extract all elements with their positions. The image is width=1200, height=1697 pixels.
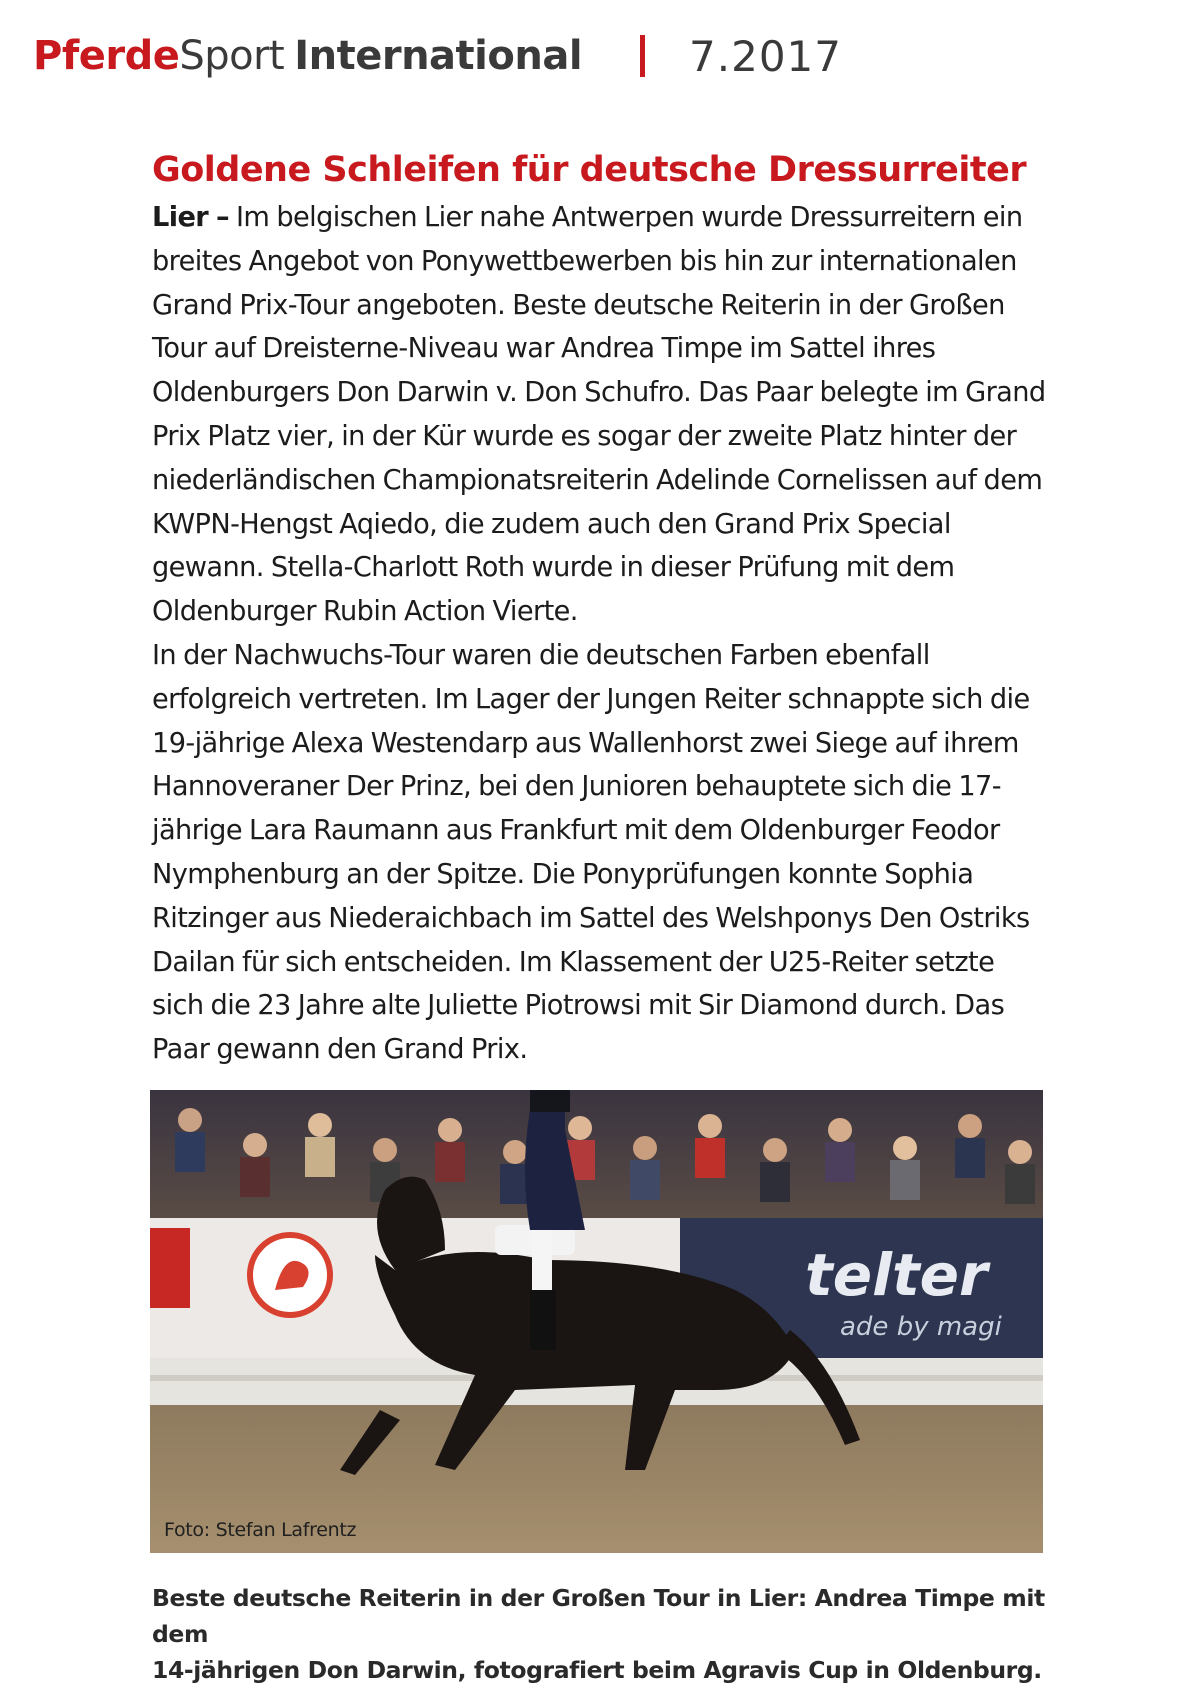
- paragraph-1-text: Im belgischen Lier nahe Antwerpen wurde Dressurreitern ein breites Angebot von Ponywettbewerben bis hin zur internationalen Grand Prix-Tour angeboten. Beste deutsche Reiterin in der Großen Tour auf Dreisterne-Niveau war Andrea Timpe im Sattel ihres Oldenburgers Don Darwin v. Don Schufro. Das Paar belegte im Grand Prix Platz vier, in der Kür wurde es sogar der zweite Platz hinter der niederländischen Championatsreiterin Adelinde Cornelissen auf dem KWPN-Hengst Aqiedo, die zudem auch den Grand Prix Special gewann. Stella-Charlott Roth wurde in dieser Prüfung mit dem Oldenburger Rubin Action Vierte.: [152, 202, 1046, 628]
- masthead: [33, 26, 842, 86]
- caption-line-1: Beste deutsche Reiterin in der Großen Tour in Lier: Andrea Timpe mit dem: [152, 1584, 1045, 1648]
- caption-line-2: 14-jährigen Don Darwin, fotografiert beim Agravis Cup in Oldenburg.: [152, 1656, 1042, 1684]
- dateline: Lier –: [152, 202, 229, 233]
- article-headline: Goldene Schleifen für deutsche Dressurreiter: [152, 150, 1027, 190]
- banner-logo-subtext: ade by magi: [840, 1312, 1002, 1342]
- article-paragraph-1: [152, 196, 1052, 634]
- brand-sport: Sport: [179, 33, 285, 79]
- article-body: [152, 196, 1052, 1072]
- banner-logo-text: telter: [805, 1241, 988, 1309]
- masthead-divider: [640, 35, 645, 77]
- brand-pferde: Pferde: [33, 33, 180, 79]
- dressage-photo-illustration: [150, 1090, 1043, 1553]
- article-paragraph-2: In der Nachwuchs-Tour waren die deutschen Farben ebenfall erfolgreich vertreten. Im Lager der Jungen Reiter schnappte sich die 19-jährige Alexa Westendarp aus Wallenhorst zwei Siege auf ihrem Hannoveraner Der Prinz, bei den Junioren behauptete sich die 17-jährige Lara Raumann aus Frankfurt mit dem Oldenburger Feodor Nymphenburg an der Spitze. Die Ponyprüfungen konnte Sophia Ritzinger aus Niederaichbach im Sattel des Welshponys Den Ostriks Dailan für sich entscheiden. Im Klassement der U25-Reiter setzte sich die 23 Jahre alte Juliette Piotrowsi mit Sir Diamond durch. Das Paar gewann den Grand Prix.: [152, 639, 1030, 1066]
- dressage-photo: [150, 1090, 1043, 1553]
- brand-international: International: [294, 33, 583, 79]
- photo-credit: Foto: Stefan Lafrentz: [164, 1519, 357, 1541]
- photo-caption: [152, 1580, 1052, 1688]
- sponsor-banner-red-edge: [150, 1228, 190, 1308]
- issue-number: 7.2017: [689, 31, 842, 81]
